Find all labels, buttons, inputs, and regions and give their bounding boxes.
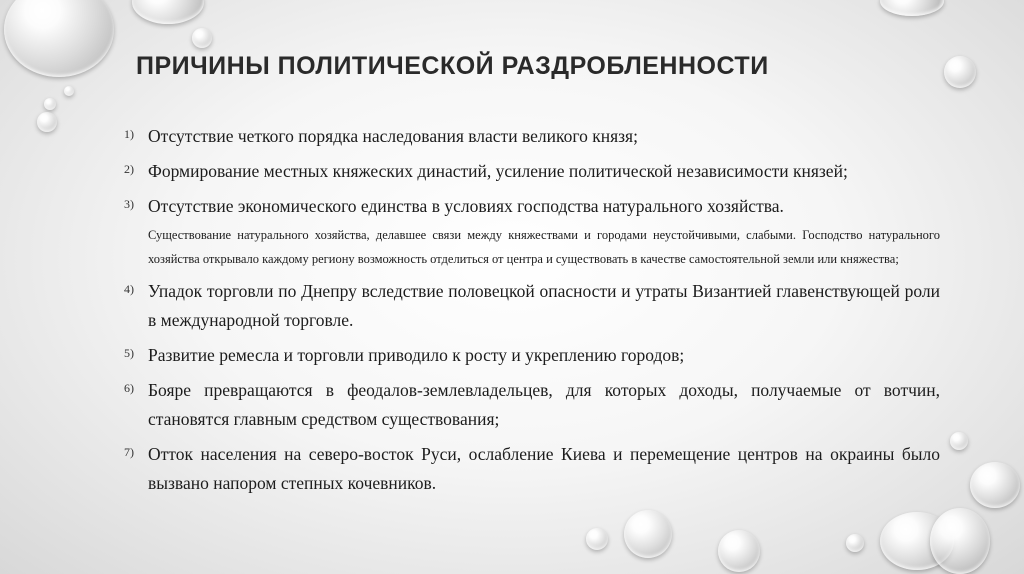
item-text: Бояре превращаются в феодалов-землевладельцев, для которых доходы, получаемые от вотчин, становятся главным средством существования;: [148, 380, 940, 429]
item-text: Упадок торговли по Днепру вследствие половецкой опасности и утраты Византией главенствующей роли в международной торговле.: [148, 281, 940, 330]
water-drop-decoration: [64, 86, 74, 96]
water-drop-decoration: [930, 508, 990, 574]
water-drop-decoration: [4, 0, 114, 77]
list-item: [124, 122, 940, 151]
water-drop-decoration: [192, 28, 212, 48]
water-drop-decoration: [44, 98, 56, 110]
item-text: Формирование местных княжеских династий, усиление политической независимости князей;: [148, 161, 848, 181]
water-drop-decoration: [944, 56, 976, 88]
water-drop-decoration: [624, 510, 672, 558]
water-drop-decoration: [586, 528, 608, 550]
item-number: 7): [124, 445, 134, 459]
water-drop-decoration: [37, 112, 57, 132]
item-number: 2): [124, 162, 134, 176]
item-number: 3): [124, 197, 134, 211]
item-text: Отток населения на северо-восток Руси, ослабление Киева и перемещение центров на окраины было вызвано напором степных кочевников.: [148, 444, 940, 493]
item-number: 5): [124, 346, 134, 360]
list-item: [124, 440, 940, 498]
item-text: Отсутствие экономического единства в условиях господства натурального хозяйства.: [148, 196, 784, 216]
reasons-list: [124, 122, 940, 504]
water-drop-decoration: [718, 530, 760, 572]
item-subtext: Существование натурального хозяйства, делавшее связи между княжествами и городами неустойчивыми, слабыми. Господство натурального хозяйства открывало каждому региону возможность отделиться от центра и существовать в качестве самостоятельной земли или княжества;: [148, 228, 940, 266]
water-drop-decoration: [970, 462, 1020, 508]
water-drop-decoration: [132, 0, 204, 24]
list-item: [124, 192, 940, 271]
list-item: [124, 341, 940, 370]
list-item: [124, 277, 940, 335]
item-text: Развитие ремесла и торговли приводило к росту и укреплению городов;: [148, 345, 685, 365]
water-drop-decoration: [846, 534, 864, 552]
list-item: [124, 376, 940, 434]
item-number: 6): [124, 381, 134, 395]
item-number: 4): [124, 282, 134, 296]
water-drop-decoration: [950, 432, 968, 450]
list-item: [124, 157, 940, 186]
slide-title: ПРИЧИНЫ ПОЛИТИЧЕСКОЙ РАЗДРОБЛЕННОСТИ: [136, 52, 769, 80]
water-drop-decoration: [880, 0, 944, 16]
item-number: 1): [124, 127, 134, 141]
item-text: Отсутствие четкого порядка наследования власти великого князя;: [148, 126, 638, 146]
